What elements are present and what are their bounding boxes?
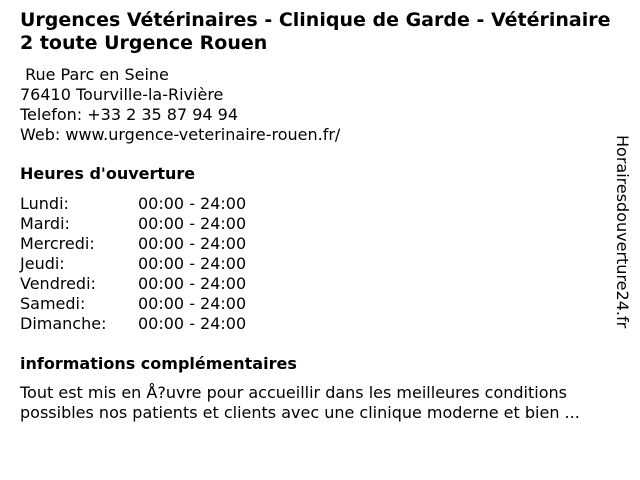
opening-time: 00:00 - 24:00 [138,234,247,253]
hours-row [20,274,246,294]
hours-row [20,254,246,274]
opening-time: 00:00 - 24:00 [138,294,247,313]
day-label: Mercredi: [20,234,95,253]
hours-heading: Heures d'ouverture [20,164,196,183]
hours-row [20,314,246,334]
day-label: Jeudi: [20,254,65,273]
website: Web: www.urgence-veterinaire-rouen.fr/ [20,125,341,144]
info-heading: informations complémentaires [20,354,297,373]
page-title: Urgences Vétérinaires - Clinique de Garde - Vétérinaire 2 toute Urgence Rouen [20,9,611,54]
opening-time: 00:00 - 24:00 [138,194,247,213]
opening-time: 00:00 - 24:00 [138,274,247,293]
day-label: Mardi: [20,214,70,233]
hours-row [20,294,246,314]
address-city: 76410 Tourville-la-Rivière [20,85,224,104]
opening-time: 00:00 - 24:00 [138,254,247,273]
hours-table [20,194,246,334]
day-label: Samedi: [20,294,86,313]
address-street: Rue Parc en Seine [20,65,169,84]
address-block [20,65,620,145]
hours-row [20,234,246,254]
day-label: Vendredi: [20,274,96,293]
day-label: Dimanche: [20,314,107,333]
day-label: Lundi: [20,194,69,213]
side-brand-watermark: Horairesdouverture24.fr [613,135,632,329]
hours-row [20,194,246,214]
phone-number: Telefon: +33 2 35 87 94 94 [20,105,239,124]
opening-time: 00:00 - 24:00 [138,214,247,233]
opening-time: 00:00 - 24:00 [138,314,247,333]
info-text: Tout est mis en Å?uvre pour accueillir dans les meilleures conditions possibles nos patients et clients avec une clinique moderne et bien ... [20,383,580,422]
hours-row [20,214,246,234]
